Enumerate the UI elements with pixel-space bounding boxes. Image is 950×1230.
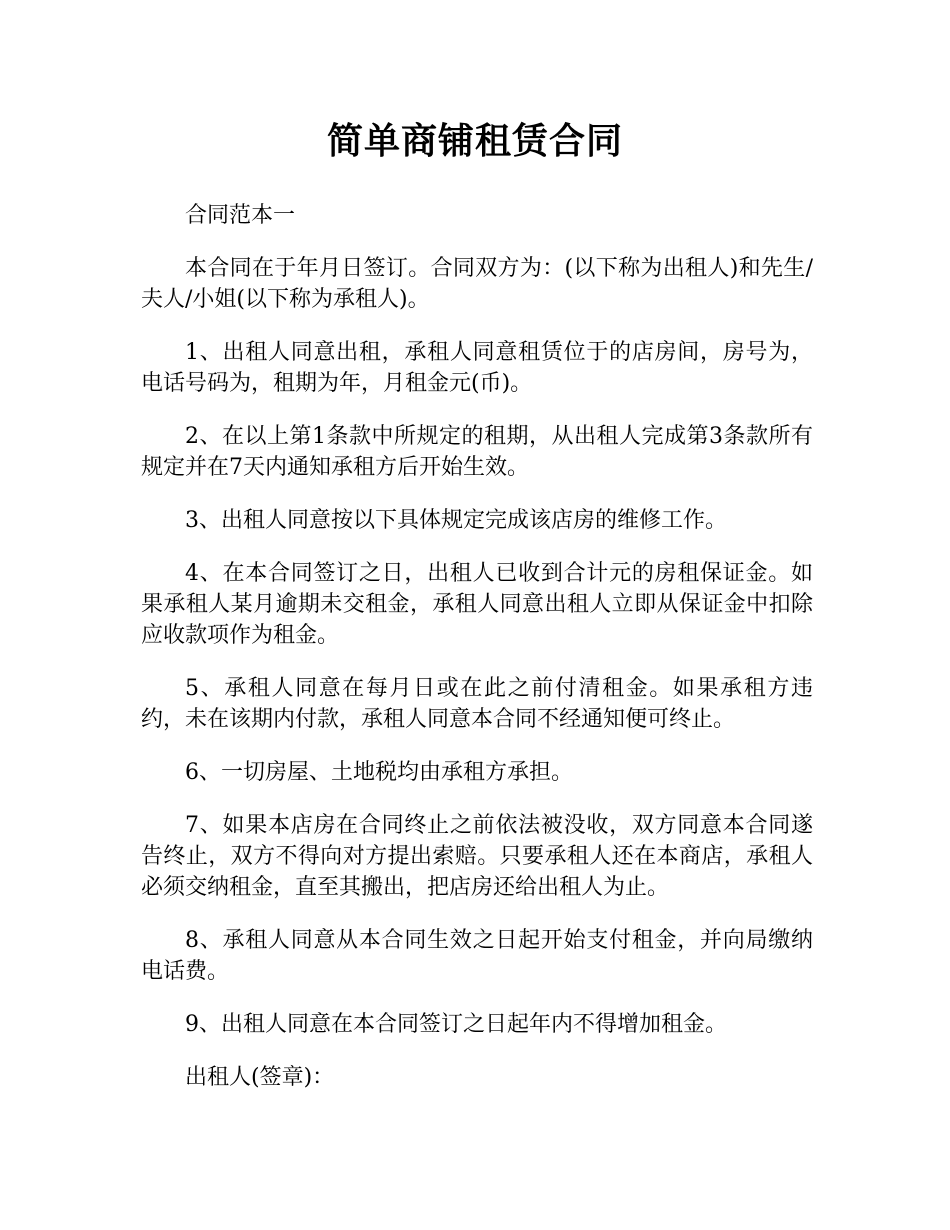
clause-4: 4、在本合同签订之日，出租人已收到合计元的房租保证金。如果承租人某月逾期未交租金，承租人同意出租人立即从保证金中扣除应收款项作为租金。 xyxy=(141,561,813,648)
paragraph-parties: 本合同在于年月日签订。合同双方为：(以下称为出租人)和先生/夫人/小姐(以下称为承租人)。 xyxy=(141,256,813,312)
clause-8: 8、承租人同意从本合同生效之日起开始支付租金，并向局缴纳电话费。 xyxy=(141,928,813,984)
document-body xyxy=(141,200,813,1115)
clause-2: 2、在以上第1条款中所规定的租期，从出租人完成第3条款所有规定并在7天内通知承租方后开始生效。 xyxy=(141,424,813,480)
document-title: 简单商铺租赁合同 xyxy=(326,121,623,162)
paragraph-template-label: 合同范本一 xyxy=(185,203,296,228)
clause-7: 7、如果本店房在合同终止之前依法被没收，双方同意本合同遂告终止，双方不得向对方提出索赔。只要承租人还在本商店，承租人必须交纳租金，直至其搬出，把店房还给出租人为止。 xyxy=(141,813,813,900)
clause-3: 3、出租人同意按以下具体规定完成该店房的维修工作。 xyxy=(185,508,727,533)
clause-1: 1、出租人同意出租，承租人同意租赁位于的店房间，房号为，电话号码为，租期为年，月租金元(币)。 xyxy=(141,340,813,396)
clause-6: 6、一切房屋、土地税均由承租方承担。 xyxy=(185,760,573,785)
lessor-signature-line: 出租人(签章)： xyxy=(185,1065,335,1090)
clause-9: 9、出租人同意在本合同签订之日起年内不得增加租金。 xyxy=(185,1012,727,1037)
clause-5: 5、承租人同意在每月日或在此之前付清租金。如果承租方违约，未在该期内付款，承租人同意本合同不经通知便可终止。 xyxy=(141,676,813,732)
